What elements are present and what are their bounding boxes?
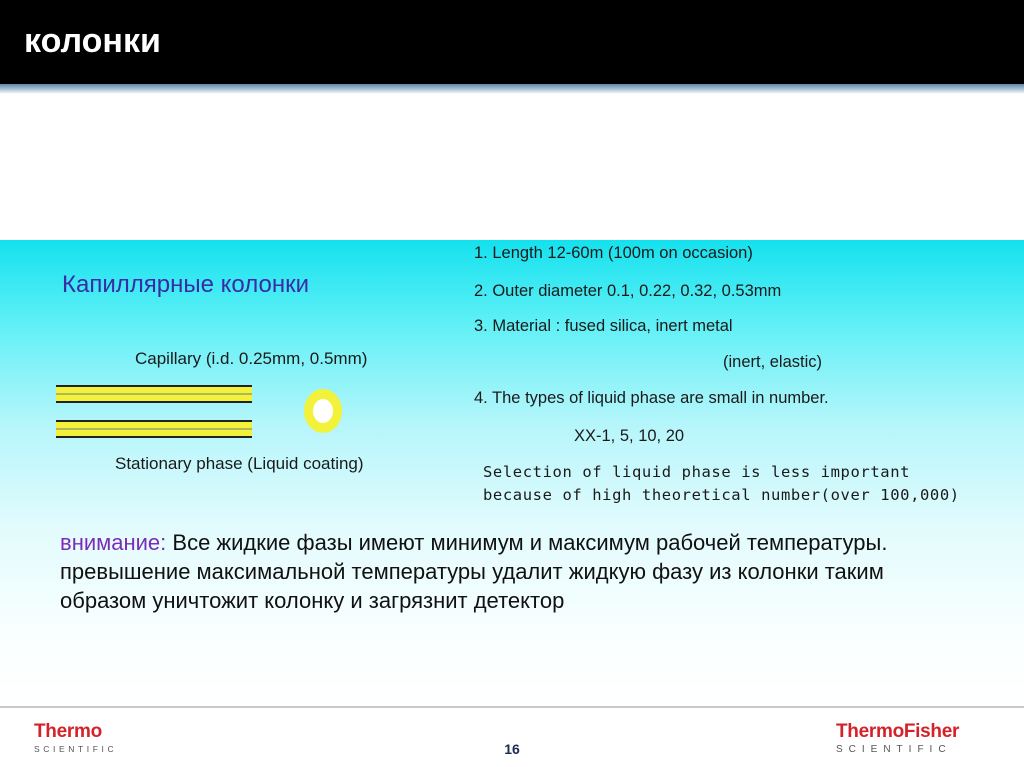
section-heading: Капиллярные колонки (62, 271, 309, 298)
capillary-tube-top (56, 386, 252, 402)
logo-right-word: ThermoFisher (836, 721, 960, 742)
footer-divider (0, 706, 1024, 708)
thermofisher-scientific-logo (836, 721, 959, 755)
capillary-cross-section (304, 389, 342, 433)
thermo-scientific-logo (34, 721, 117, 754)
logo-left-word: Thermo (34, 721, 102, 742)
selection-note-line-2: because of high theoretical number(over 100,000) (483, 486, 960, 504)
selection-note-line-1: Selection of liquid phase is less important (483, 463, 911, 481)
logo-left-sub: SCIENTIFIC (34, 744, 118, 754)
property-length: 1. Length 12-60m (100m on occasion) (474, 244, 753, 262)
warning-label: внимание: (60, 530, 167, 555)
capillary-diagram (50, 380, 350, 440)
capillary-tube-bottom (56, 421, 252, 437)
warning-text: Все жидкие фазы имеют минимум и максимум рабочей температуры. превышение максимальной температуры удалит жидкую фазу из колонки таким образом уничтожит колонку и загрязнит детектор (60, 530, 888, 613)
stationary-phase-label: Stationary phase (Liquid coating) (115, 454, 364, 473)
capillary-label: Capillary (i.d. 0.25mm, 0.5mm) (135, 349, 368, 368)
page-number: 16 (504, 741, 520, 757)
property-liquid-phase: 4. The types of liquid phase are small in number. (474, 389, 829, 407)
title-bar (0, 0, 1024, 84)
slide-title: колонки (24, 22, 161, 60)
property-material: 3. Material : fused silica, inert metal (474, 317, 733, 335)
property-material-note: (inert, elastic) (723, 353, 823, 371)
property-outer-diameter: 2. Outer diameter 0.1, 0.22, 0.32, 0.53mm (474, 282, 782, 300)
warning-notice (60, 528, 960, 615)
property-phase-codes: XX-1, 5, 10, 20 (574, 427, 685, 445)
logo-right-sub: SCIENTIFIC (836, 744, 952, 755)
title-divider (0, 84, 1024, 94)
